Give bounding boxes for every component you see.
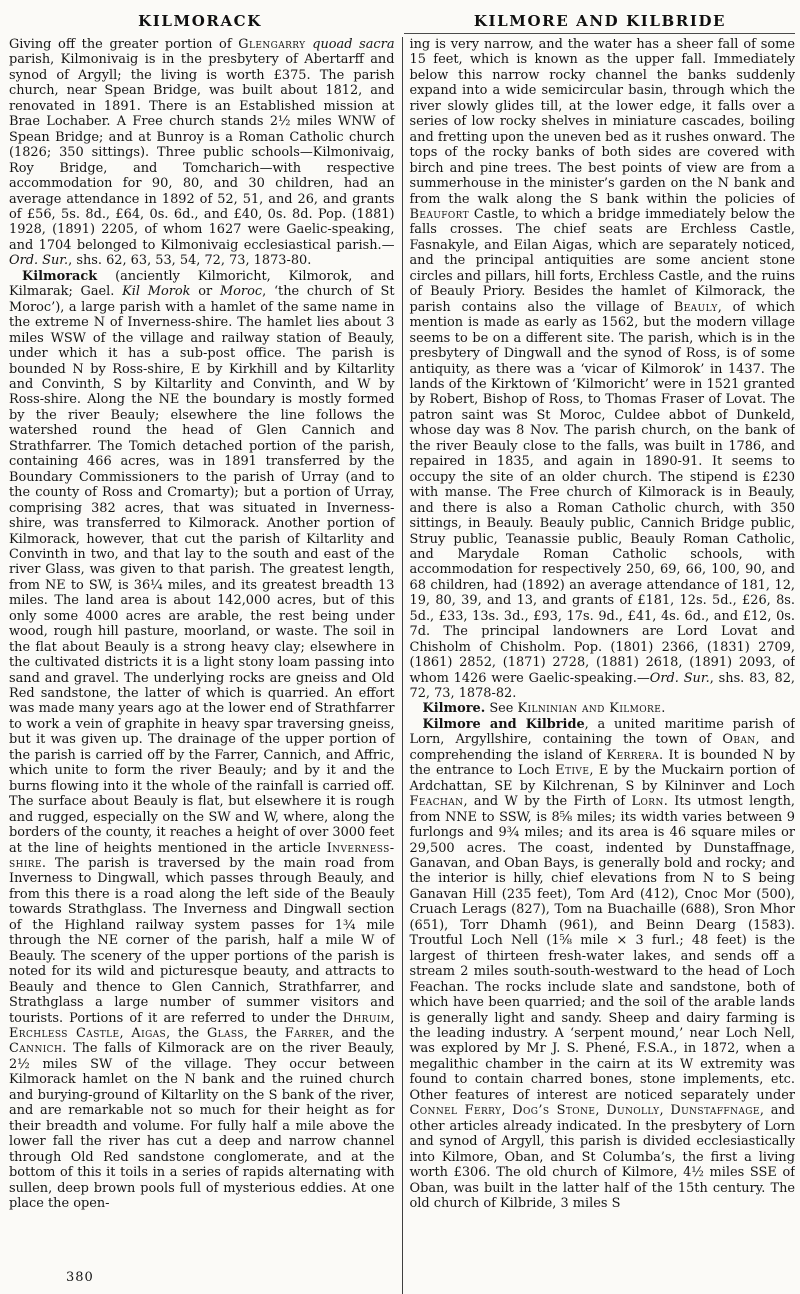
body-text: , [595,1103,607,1119]
body-text: . It is bounded N by the entrance to Loch [409,747,795,779]
right-text-column [402,37,796,1294]
cross-reference: Beaufort [409,206,470,222]
cross-reference: Glass [206,1026,244,1041]
body-text: , ‘the church of St Moroc’), a large parish with a hamlet of the same name in the extreme N of Inverness-shire. The hamlet lies about 3 miles WSW of the village and railway station of Beauly, under which it has a sub-post office. The parish is bounded N by Ross-shire, E by Kirkhill and by Kiltarlity and Convinth, S by Kiltarlity and Convinth, and W by Ross-shire. Along the NE the boundary is mostly formed by the river Beauly; elsewhere the line follows the watershed round the head of Glen Cannich and Strathfarrer. The Tomich detached portion of the parish, containing 466 acres, was in 1891 transferred by the Boundary Commissioners to the parish of Urray (and to the county of Ross and Cromarty); but a portion of Urray, comprising 382 acres, that was situated in Inverness-shire, was transferred to Kilmorack. Another portion of Kilmorack, however, that cut the parish of Kiltarlity and Convinth in two, and that lay to the south and east of the river Glass, was given to that parish. The greatest length, from NE to SW, is 36¼ miles, and its greatest breadth 13 miles. The land area is about 142,000 acres, but of this only some 4000 acres are arable, the rest being under wood, rough hill pasture, moorland, or waste. The soil in the flat about Beauly is a strong heavy clay; elsewhere in the cultivated districts it is a light stony loam passing into sand and gravel. The underlying rocks are gneiss and Old Red sandstone, the latter of which is quarried. An effort was made many years ago at the lower end of Strathfarrer to work a vein of graphite in heavy spar traversing gneiss, but it was given up. The drainage of the upper portion of the parish is carried off by the Farrer, Cannich, and Affric, which unite to form the river Beauly; and by it and the burns flowing into it the whole of the rainfall is carried off. The surface about Beauly is flat, but elsewhere it is rough and rugged, especially on the SW and W, where, along the borders of the county, it reaches a height of over 3000 feet at the line of heights mentioned in the article [9,284,395,856]
body-text: , of which mention is made as early as 1562, but the modern village seems to be on a different site. The parish, which is in the presbytery of Dingwall and the synod of Ross, is of some antiquity, as there was a ‘vicar of Kilmorok’ in 1437. The lands of the Kirktown of ‘Kilmoricht’ were in 1521 granted by Robert, Bishop of Ross, to Thomas Fraser of Lovat. The patron saint was St Moroc, Culdee abbot of Dunkeld, whose day was 8 Nov. The parish church, on the bank of the river Beauly close to the falls, was built in 1786, and repaired in 1835, and again in 1890-91. It seems to occupy the site of an older church. The stipend is £230 with manse. The Free church of Kilmorack is in Beauly, and there is also a Roman Catholic church, with 350 sittings, in Beauly. Beauly public, Cannich Bridge public, Struy public, Teanassie public, Beauly Roman Catholic, and Marydale Roman Catholic schools, with accommodation for respectively 250, 69, 66, 100, 90, and 68 children, had (1892) an average attendance of 181, 12, 19, 80, 39, and 13, and grants of £181, 12s. 5d., £26, 8s. 5d., £33, 13s. 3d., £93, 17s. 9d., £41, 4s. 6d., and £12, 0s. 7d. The principal landowners are Lord Lovat and Chisholm of Chisholm. Pop. (1801) 2366, (1831) 2709, (1861) 2852, (1871) 2728, (1881) 2618, (1891) 2093, of whom 1426 were Gaelic-speaking.— [409,299,795,686]
entry-headword: Kilmore and Kilbride [422,716,585,732]
text-columns [9,37,795,1294]
header-rule [404,33,795,34]
italic-text: quoad sacra [312,37,395,52]
body-text: . The falls of Kilmorack are on the river Beauly, 2½ miles SW of the village. They occur between Kilmorack hamlet on the N bank and the ruined church and burying-ground of Kiltarlity on the S bank of the river, and are remarkable not so much for their height as for their breadth and volume. For fully half a mile above the lower fall the river has cut a deep and narrow channel through Old Red sandstone conglomerate, and at the bottom of this it toils in a series of rapids alternating with sullen, deep brown pools full of mysterious eddies. At one place the open- [9,1041,395,1211]
entry-headword: Kilmorack [22,268,98,284]
cross-reference: Dunolly [606,1103,660,1119]
italic-text: Kil Morok [122,284,191,300]
body-text: , and W by the Firth of [463,794,632,810]
body-text: parish, Kilmonivaig is in the presbytery of Abertarff and synod of Argyll; the living is worth £375. The parish church, near Spean Bridge, was built about 1812, and renovated in 1891. There is an Established mission at Brae Lochaber. A Free church stands 2½ miles WNW of Spean Bridge; and at Bunroy is a Roman Catholic church (1826; 350 sittings). Three public schools—Kilmonivaig, Roy Bridge, and Tomcharich—with respective accommodation for 90, 80, and 30 children, had an average attendance in 1892 of 52, 51, and 26, and grants of £56, 5s. 8d., £64, 0s. 6d., and £40, 0s. 8d. Pop. (1881) 1928, (1891) 2205, of whom 1627 were Gaelic-speaking, and 1704 belonged to Kilmonivaig ecclesiastical parish.— [9,52,395,253]
cross-reference: Lorn [631,794,664,810]
cross-reference: Kilninian and Kilmore [517,701,662,717]
paragraph [410,717,796,1212]
body-text: Giving off the greater portion of [9,37,239,52]
cross-reference: Farrer [284,1026,330,1041]
cross-reference: Beauly [673,299,718,315]
running-head-left: KILMORACK [138,12,262,30]
cross-reference: Inverness-shire [9,840,395,872]
body-text: , [659,1103,671,1119]
left-text-column [9,37,400,1294]
cross-reference: Dog’s Stone [512,1103,596,1119]
body-text: , the [243,1026,285,1041]
cross-reference: Oban [722,732,756,748]
body-text: , shs. 62, 63, 53, 54, 72, 73, 1873-80. [68,253,312,269]
body-text: , the [166,1026,207,1041]
body-text: See [485,701,518,717]
cross-reference: Aigas [131,1026,167,1041]
cross-reference: Connel Ferry [409,1103,502,1119]
cross-reference: Glengarry [238,37,306,52]
paragraph [410,701,796,716]
body-text: (anciently Kilmoricht, Kilmorok, and Kilmarak; Gael. [9,268,395,300]
italic-text: Moroc [219,284,263,300]
body-text: , shs. 83, 82, 72, 73, 1878-82. [409,670,795,702]
body-text: . The parish is traversed by the main road from Inverness to Dingwall, which passes through Beauly, and from this there is a road along the left side of the Beauly towards Strathglass. The Inverness and Dingwall section of the Highland railway system passes for 1¾ mile through the NE corner of the parish, half a mile W of Beauly. The scenery of the upper portions of the parish is noted for its wild and picturesque beauty, and attracts to Beauly and thence to Glen Cannich, Strathfarrer, and Strathglass a large number of summer visitors and tourists. Portions of it are referred to under the [9,856,395,1026]
paragraph [410,37,796,701]
cross-reference: Cannich [9,1041,63,1057]
running-heads [0,12,800,30]
italic-text: Ord. Sur. [649,670,710,686]
body-text: . [661,701,666,717]
body-text: Castle, to which a bridge immediately below the falls crosses. The chief seats are Erchless Castle, Fasnakyle, and Eilan Aigas, which are separately noticed, and the principal antiquities are some ancient stone circles and pillars, hill forts, Erchless Castle, and the ruins of Beauly Priory. Besides the hamlet of Kilmorack, the parish contains also the village of [409,206,795,315]
body-text: , [119,1026,132,1041]
paragraph [9,37,395,269]
body-text: , and the [329,1026,395,1041]
cross-reference: Etive [555,763,590,779]
body-text: ing is very narrow, and the water has a sheer fall of some 15 feet, which is known as the upper fall. Immediately below this narrow rocky channel the banks suddenly expand into a wide semicircular basin, through which the river slowly glides till, at the lower edge, it falls over a series of low rocky shelves in miniature cascades, boiling and fretting upon the uneven bed as it rushes onward. The tops of the rocky banks of both sides are covered with birch and pine trees. The best points of view are from a summerhouse in the minister’s garden on the N bank and from the walk along the S bank within the policies of [409,37,795,207]
cross-reference: Feachan [409,794,464,810]
cross-reference: Dunstaffnage [670,1103,760,1119]
body-text: , [501,1103,513,1119]
body-text: , a united maritime parish of Lorn, Argyllshire, containing the town of [409,716,795,748]
body-text: or [190,284,220,300]
body-text: , and other articles already indicated. In the presbytery of Lorn and synod of Argyll, this parish is divided ecclesiastically into Kilmore, Oban, and St Columba’s, the first a living worth £306. The old church of Kilmore, 4½ miles SSE of Oban, was built in the latter half of the 15th century. The old church of Kilbride, 3 miles S [409,1103,795,1211]
entry-headword: Kilmore. [422,701,486,717]
body-text: , E by the Muckairn portion of Ardchattan, SE by Kilchrenan, S by Kilninver and Loch [409,763,795,794]
page-number: 380 [66,1270,94,1285]
cross-reference: Dhruim [342,1010,391,1026]
running-head-right: KILMORE AND KILBRIDE [473,12,727,30]
italic-text: Ord. Sur. [9,253,69,269]
paragraph [9,269,395,1212]
body-text: , [390,1010,395,1026]
cross-reference: Kerrera [606,747,659,763]
body-text: , and comprehending the island of [409,732,795,763]
body-text: . Its utmost length, from NNE to SSW, is 8⅝ miles; its width varies between 9 furlongs and 9¾ miles; and its area is 46 square miles or 29,500 acres. The coast, indented by Dunstaffnage, Ganavan, and Oban Bays, is generally bold and rocky; and the interior is hilly, chief elevations from N to S being Ganavan Hill (235 feet), Tom Ard (412), Cnoc Mor (500), Cruach Lerags (827), Tom na Buachaille (688), Sron Mhor (651), Torr Dhamh (961), and Beinn Dearg (1583). Troutful Loch Nell (1⅝ mile × 3 furl.; 48 feet) is the largest of thirteen fresh-water lakes, and sends off a stream 2 miles south-south-westward to the head of Loch Feachan. The rocks include slate and sandstone, both of which have been quarried; and the soil of the arable lands is generally light and sandy. Sheep and dairy farming is the leading industry. A ‘serpent mound,’ near Loch Nell, was explored by Mr J. S. Phené, F.S.A., in 1872, when a megalithic chamber in the cairn at its W extremity was found to contain charred bones, stone implements, etc. Other features of interest are noticed separately under [409,794,795,1103]
cross-reference: Erchless Castle [9,1026,120,1041]
